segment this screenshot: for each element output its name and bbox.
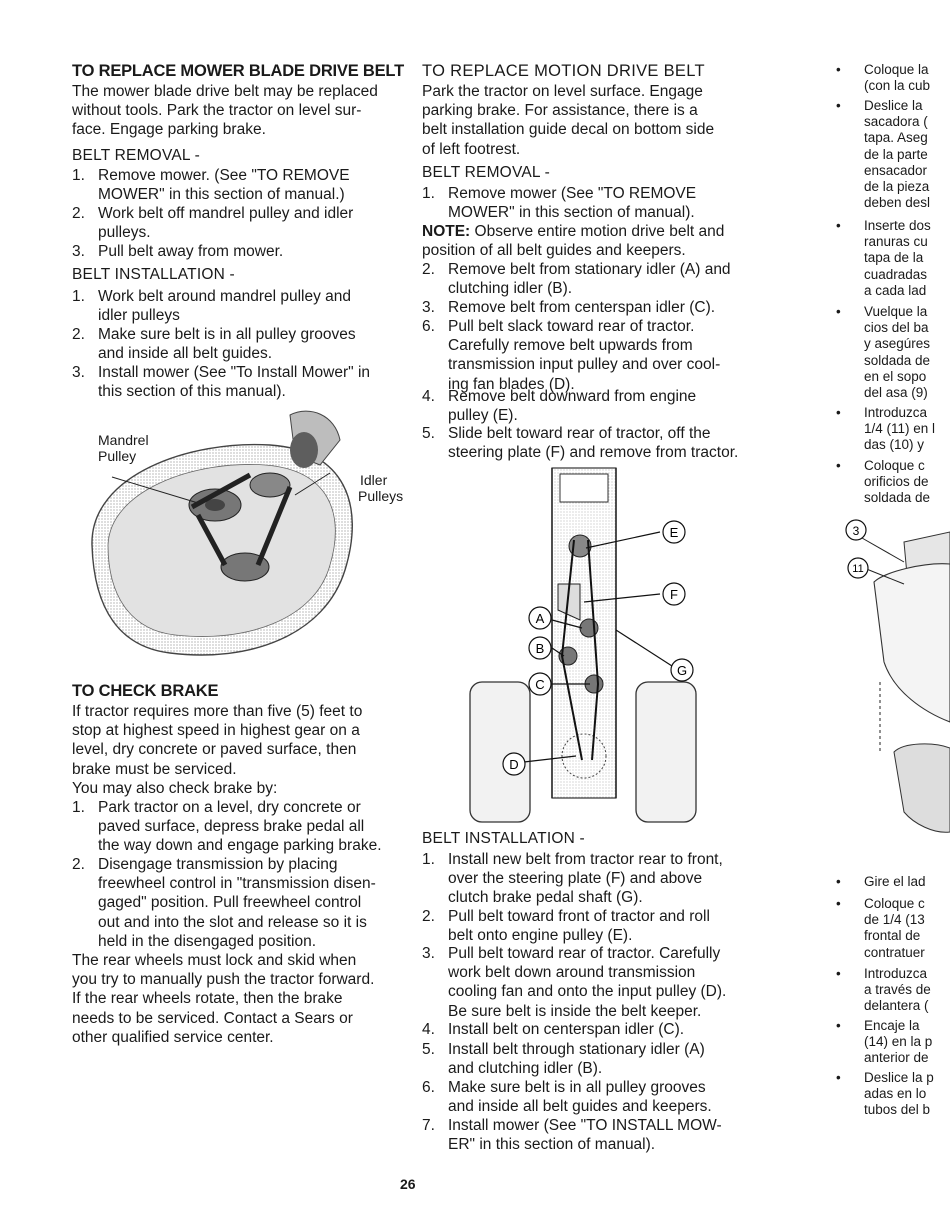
text-line: deben desl (864, 195, 931, 211)
text-line: Pull belt away from mower. (98, 243, 284, 260)
list-number: 3. (72, 364, 85, 381)
text-line: Make sure belt is in all pulley grooves (448, 1079, 706, 1096)
list-number: 4. (422, 1021, 435, 1038)
text-line: without tools. Park the tractor on level sur- (72, 102, 362, 120)
text-line: Remove mower. (See "TO REMOVE (98, 167, 350, 184)
text-line: frontal de (864, 928, 921, 944)
motion-belt-figure (464, 460, 754, 835)
text-line: tapa. Aseg (864, 130, 928, 146)
list-number: 1. (422, 851, 435, 868)
text-line: Idler (360, 472, 388, 488)
text-line: sacadora ( (864, 114, 928, 130)
text-line: and inside all belt guides. (98, 345, 273, 363)
text-line: (con la cub (864, 78, 931, 94)
note-label: NOTE: (422, 223, 471, 240)
list-number: 4. (422, 388, 435, 405)
text-line: Coloque c (864, 896, 925, 911)
text-line: cios del ba (864, 320, 929, 336)
text-line: paved surface, depress brake pedal all (98, 818, 365, 836)
motion-belt-heading: TO REPLACE MOTION DRIVE BELT (422, 62, 705, 80)
text-line: en el sopo (864, 368, 927, 384)
brake-heading: TO CHECK BRAKE (72, 682, 219, 700)
text-line: this section of this manual). (98, 383, 286, 401)
text-line: (14) en la p (864, 1034, 933, 1050)
svg-text:B: B (535, 641, 545, 656)
text-line: work belt down around transmission (448, 964, 696, 982)
list-number: 2. (72, 856, 85, 873)
svg-text:A: A (535, 611, 545, 626)
motion-install-title: BELT INSTALLATION - (422, 830, 585, 847)
text-line: Pull belt toward rear of tractor. Carefully (448, 945, 721, 962)
text-line: a través de (864, 982, 931, 998)
callout-e (663, 521, 685, 543)
text-line: If the rear wheels rotate, then the brake (72, 990, 343, 1008)
list-number: 5. (422, 425, 435, 442)
right-column-cropped (836, 0, 950, 1216)
text-line: a cada lad (864, 282, 927, 298)
text-line: delantera ( (864, 998, 929, 1014)
page-number: 26 (400, 1176, 416, 1192)
list-number: 2. (72, 205, 85, 222)
text-line: position of all belt guides and keepers. (422, 242, 686, 260)
text-line: Coloque la (864, 62, 929, 77)
text-line: Remove mower (See "TO REMOVE (448, 185, 697, 202)
callout-c (529, 673, 551, 695)
svg-text:G: G (676, 663, 688, 678)
text-line: Remove belt from centerspan idler (C). (448, 299, 716, 316)
text-line: ER" in this section of manual). (448, 1136, 656, 1154)
bullet-icon: • (836, 966, 841, 981)
text-line: steering plate (F) and remove from tractor. (448, 444, 739, 462)
callout-d (503, 753, 525, 775)
text-line: out and into the slot and release so it is (98, 913, 367, 931)
mandrel-pulley-label (98, 432, 149, 464)
list-number: 6. (422, 1079, 435, 1096)
text-line: MOWER" in this section of manual). (448, 204, 695, 222)
text-line: Coloque c (864, 458, 925, 473)
text-line: ing fan blades (D). (448, 375, 575, 393)
list-number: 2. (422, 261, 435, 278)
text-line: Install new belt from tractor rear to front, (448, 851, 723, 868)
blade-belt-heading: TO REPLACE MOWER BLADE DRIVE BELT (72, 62, 404, 80)
text-line: soldada de (864, 352, 931, 368)
text-line: Gire el lad (864, 874, 926, 889)
motion-removal-title: BELT REMOVAL - (422, 164, 550, 181)
text-line: pulley (E). (448, 407, 518, 425)
text-line: Install belt through stationary idler (A) (448, 1041, 705, 1058)
text-line: Pull belt slack toward rear of tractor. (448, 318, 695, 335)
text-line: stop at highest speed in highest gear on a (72, 722, 360, 740)
text-line: anterior de (864, 1050, 929, 1066)
text-line: ensacador (864, 162, 928, 178)
text-line: the way down and engage parking brake. (98, 837, 382, 855)
text-line: soldada de (864, 490, 931, 506)
text-line: Pulleys (358, 488, 404, 504)
bullet-icon: • (836, 874, 841, 889)
motion-belt-intro (422, 82, 714, 159)
text-line: Park tractor on a level, dry concrete or (98, 799, 361, 816)
text-line: If tractor requires more than five (5) feet to (72, 703, 363, 720)
text-line: other qualified service center. (72, 1028, 274, 1046)
list-number: 5. (422, 1041, 435, 1058)
rear-wheel (470, 682, 530, 822)
bullet-icon: • (836, 218, 841, 233)
list-number: 2. (72, 326, 85, 343)
list-number: 2. (422, 908, 435, 925)
text-line: Inserte dos (864, 218, 931, 233)
text-line: Remove belt from stationary idler (A) and (448, 261, 731, 278)
text-line: The rear wheels must lock and skid when (72, 952, 357, 969)
list-number: 3. (72, 243, 85, 260)
text-line: contratuer (864, 944, 925, 960)
text-line: Vuelque la (864, 304, 928, 319)
list-number: 7. (422, 1117, 435, 1134)
text-line: belt installation guide decal on bottom side (422, 121, 715, 139)
svg-text:E: E (669, 525, 679, 540)
text-line: belt onto engine pulley (E). (448, 927, 633, 945)
bullet-icon: • (836, 1018, 841, 1033)
text-line: clutch brake pedal shaft (G). (448, 889, 643, 907)
text-line: MOWER" in this section of manual.) (98, 186, 345, 204)
text-line: Deslice la (864, 98, 923, 113)
brake-intro (72, 702, 362, 798)
idler-pulleys-label (358, 472, 403, 504)
bullet-icon: • (836, 458, 841, 473)
list-number: 3. (422, 945, 435, 962)
text-line: Be sure belt is inside the belt keeper. (448, 1002, 702, 1020)
note (422, 222, 724, 260)
callout-b (529, 637, 551, 659)
list-number: 1. (422, 185, 435, 202)
text-line: tubos del b (864, 1102, 931, 1118)
text-line: Work belt around mandrel pulley and (98, 288, 352, 305)
text-line: Slide belt toward rear of tractor, off the (448, 425, 711, 442)
text-line: over the steering plate (F) and above (448, 870, 703, 888)
callout-11 (848, 558, 868, 578)
svg-text:11: 11 (852, 563, 864, 575)
text-line: you try to manually push the tractor forward. (72, 971, 375, 989)
list-number: 1. (72, 288, 85, 305)
text-line: Install mower (See "To Install Mower" in (98, 364, 371, 381)
text-line: y asegúres (864, 336, 931, 352)
text-line: Park the tractor on level surface. Engage (422, 83, 703, 100)
blade-install-title: BELT INSTALLATION - (72, 266, 235, 283)
callout-a (529, 607, 551, 629)
text-line: Mandrel (98, 432, 149, 448)
svg-text:F: F (670, 587, 678, 602)
text-line: Pulley (98, 448, 137, 464)
text-line: cooling fan and onto the input pulley (D). (448, 983, 727, 1001)
text-line: Introduzca (864, 966, 928, 981)
text-line: Observe entire motion drive belt and (470, 223, 725, 240)
svg-text:D: D (509, 757, 519, 772)
bullet-icon: • (836, 62, 841, 77)
text-line: clutching idler (B). (448, 280, 573, 298)
text-line: The mower blade drive belt may be replaced (72, 83, 378, 100)
text-line: You may also check brake by: (72, 779, 278, 797)
text-line: and clutching idler (B). (448, 1060, 603, 1078)
blade-belt-intro (72, 82, 378, 140)
text-line: 1/4 (11) en l (864, 421, 936, 437)
text-line: orificios de (864, 474, 929, 490)
text-line: Deslice la p (864, 1070, 934, 1085)
text-line: freewheel control in "transmission disen- (98, 875, 376, 893)
text-line: Install belt on centerspan idler (C). (448, 1021, 685, 1038)
text-line: Encaje la (864, 1018, 920, 1033)
text-line: pulleys. (98, 224, 151, 242)
text-line: Remove belt downward from engine (448, 388, 697, 405)
text-line: Pull belt toward front of tractor and roll (448, 908, 710, 925)
text-line: idler pulleys (98, 307, 180, 325)
bagger-figure-cropped (844, 512, 950, 842)
text-line: ranuras cu (864, 234, 928, 250)
text-line: Make sure belt is in all pulley grooves (98, 326, 356, 343)
list-number: 1. (72, 799, 85, 816)
bullet-icon: • (836, 405, 841, 420)
svg-text:3: 3 (852, 524, 860, 538)
text-line: needs to be serviced. Contact a Sears or (72, 1009, 353, 1027)
list-number: 6. (422, 318, 435, 335)
text-line: face. Engage parking brake. (72, 121, 266, 139)
text-line: level, dry concrete or paved surface, then (72, 741, 357, 759)
text-line: das (10) y (864, 437, 925, 453)
text-line: cuadradas (864, 266, 928, 282)
list-number: 3. (422, 299, 435, 316)
brake-outro (72, 951, 374, 1047)
text-line: Carefully remove belt upwards from (448, 337, 693, 355)
text-line: de la parte (864, 146, 928, 162)
text-line: Install mower (See "TO INSTALL MOW- (448, 1117, 722, 1134)
idler-pulley (250, 473, 290, 497)
bullet-icon: • (836, 304, 841, 319)
text-line: of left footrest. (422, 140, 521, 158)
bullet-icon: • (836, 98, 841, 113)
svg-text:C: C (535, 677, 545, 692)
blade-removal-title: BELT REMOVAL - (72, 147, 200, 164)
text-line: Introduzca (864, 405, 928, 420)
text-line: brake must be serviced. (72, 760, 237, 778)
text-line: gaged" position. Pull freewheel control (98, 894, 362, 912)
text-line: and inside all belt guides and keepers. (448, 1098, 712, 1116)
text-line: transmission input pulley and over cool- (448, 356, 721, 374)
text-line: de la pieza (864, 179, 930, 195)
text-line: Disengage transmission by placing (98, 856, 338, 873)
text-line: Work belt off mandrel pulley and idler (98, 205, 354, 222)
rear-wheel (636, 682, 696, 822)
text-line: parking brake. For assistance, there is a (422, 102, 698, 120)
bullet-icon: • (836, 1070, 841, 1085)
list-number: 1. (72, 167, 85, 184)
callout-g (671, 659, 693, 681)
text-line: tapa de la (864, 250, 924, 266)
callout-3 (846, 520, 866, 540)
bullet-icon: • (836, 896, 841, 911)
text-line: held in the disengaged position. (98, 932, 317, 950)
text-line: del asa (9) (864, 385, 928, 401)
text-line: de 1/4 (13 (864, 912, 925, 928)
text-line: adas en lo (864, 1086, 927, 1102)
callout-f (663, 583, 685, 605)
